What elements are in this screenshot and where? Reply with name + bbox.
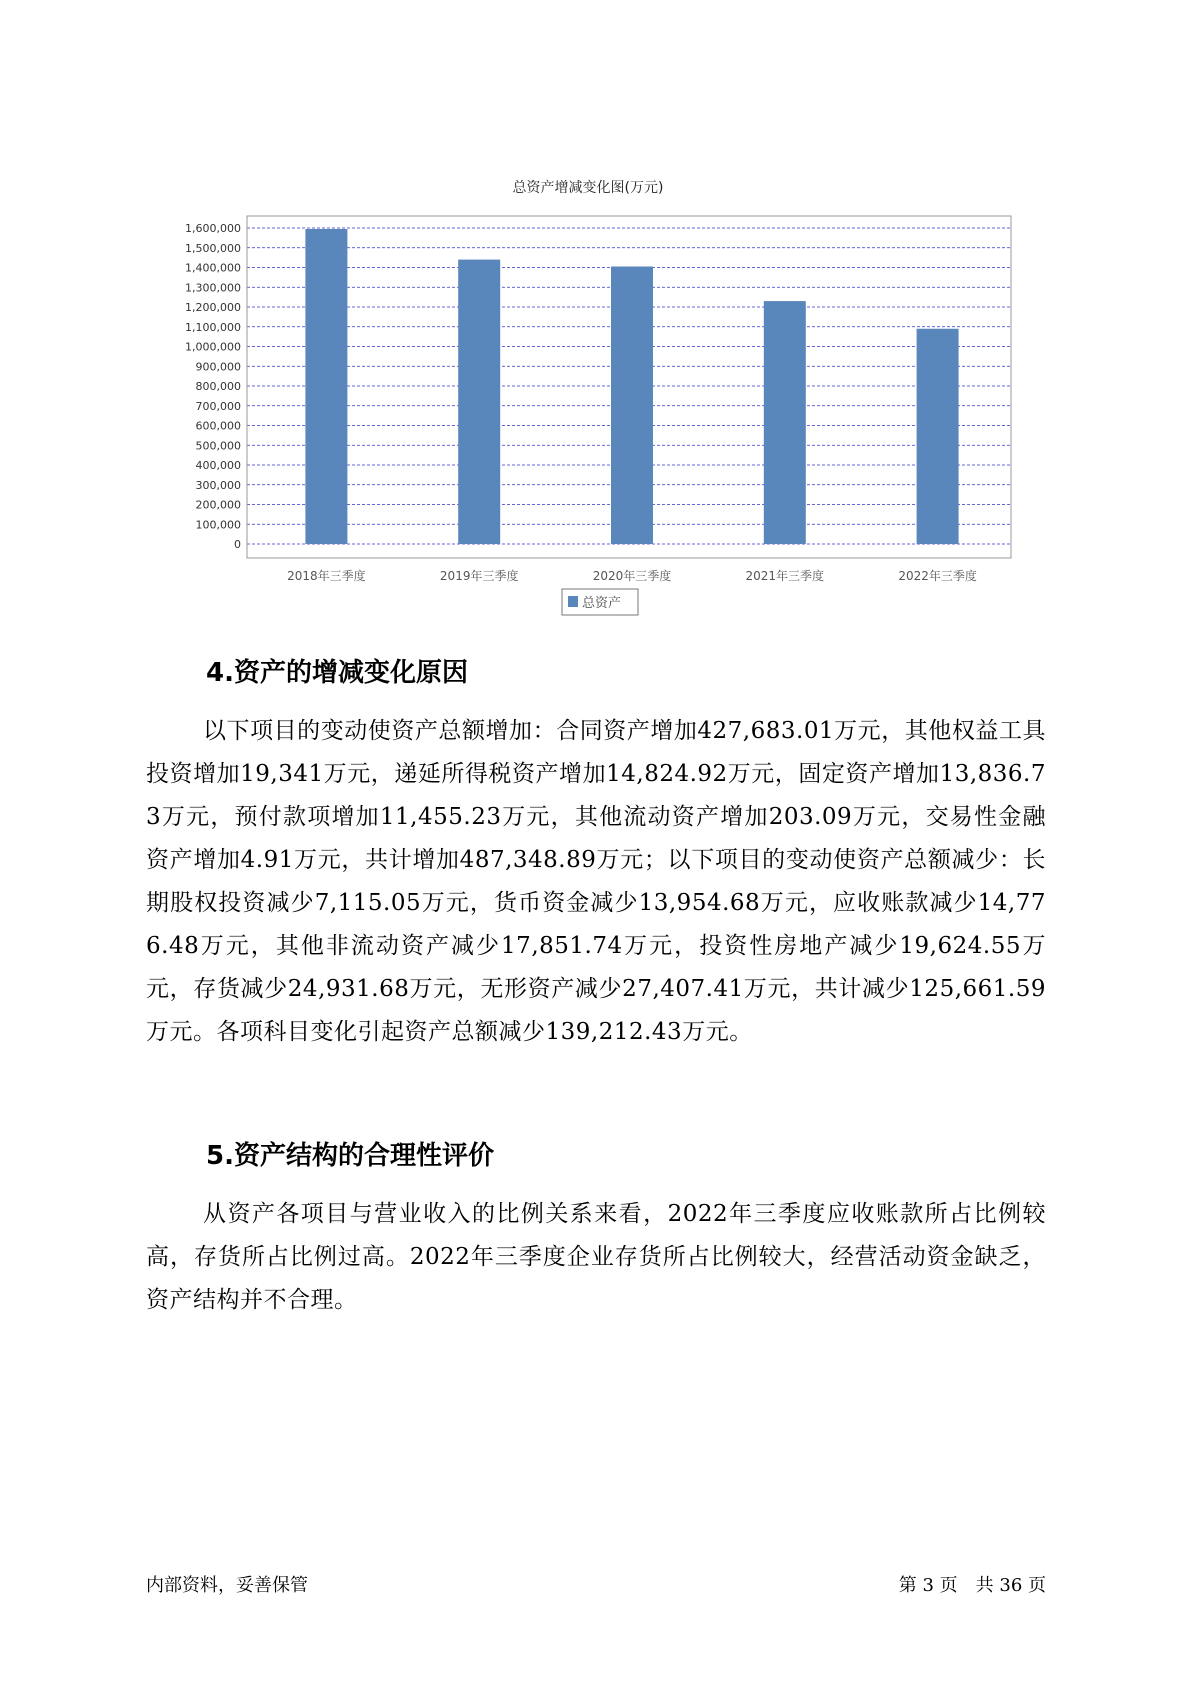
total-assets-bar-chart	[0, 0, 1191, 640]
y-tick-label: 1,200,000	[185, 301, 241, 314]
y-tick-label: 1,000,000	[185, 340, 241, 354]
y-tick-label: 0	[234, 538, 241, 551]
bar-5	[917, 329, 959, 544]
y-tick-label: 100,000	[195, 518, 241, 532]
y-tick-label: 1,600,000	[185, 222, 241, 235]
bar-2	[458, 260, 500, 544]
y-axis-tick-labels	[185, 222, 241, 551]
y-tick-label: 500,000	[195, 439, 241, 453]
x-category-label: 2022年三季度	[898, 569, 977, 583]
y-tick-label: 400,000	[195, 459, 241, 472]
bar-3	[611, 267, 653, 544]
section-5-paragraph: 从资产各项目与营业收入的比例关系来看，2022年三季度应收账款所占比例较高，存货所占比例过高。2022年三季度企业存货所占比例较大，经营活动资金缺乏，资产结构并不合理。	[146, 1201, 1046, 1313]
footer-confidential-note: 内部资料，妥善保管	[146, 1575, 308, 1596]
x-category-label: 2021年三季度	[745, 569, 825, 583]
x-category-label: 2019年三季度	[439, 569, 519, 583]
y-tick-label: 1,300,000	[185, 281, 241, 295]
chart-legend	[562, 589, 638, 615]
section-4-heading: 4.资产的增减变化原因	[206, 658, 468, 688]
y-tick-label: 1,400,000	[185, 261, 241, 275]
y-tick-label: 200,000	[195, 498, 241, 512]
y-tick-label: 1,100,000	[185, 320, 241, 334]
section-4-paragraph: 以下项目的变动使资产总额增加：合同资产增加427,683.01万元，其他权益工具投资增加19,341万元，递延所得税资产增加14,824.92万元，固定资产增加13,836.73万元，预付款项增加11,455.23万元，其他流动资产增加203.09万元，交易性金融资产增加4.91万元，共计增加487,348.89万元；以下项目的变动使资产总额减少：长期股权投资减少7,115.05万元，货币资金减少13,954.68万元，应收账款减少14,776.48万元，其他非流动资产减少17,851.74万元，投资性房地产减少19,624.55万元，存货减少24,931.68万元，无形资产减少27,407.41万元，共计减少125,661.59万元。各项科目变化引起资产总额减少139,212.43万元。	[146, 718, 1046, 1045]
y-tick-label: 1,500,000	[185, 241, 241, 255]
y-tick-label: 900,000	[195, 360, 241, 374]
y-tick-label: 600,000	[195, 419, 241, 433]
chart-bars	[305, 229, 958, 544]
x-category-label: 2018年三季度	[287, 569, 366, 583]
x-axis-category-labels	[287, 568, 977, 583]
y-tick-label: 700,000	[195, 399, 241, 413]
y-tick-label: 800,000	[195, 380, 241, 393]
legend-swatch	[568, 596, 578, 607]
y-tick-label: 300,000	[195, 478, 241, 492]
chart-title: 总资产增减变化图(万元)	[512, 180, 664, 196]
x-category-label: 2020年三季度	[592, 569, 672, 583]
legend-entry-total-assets: 总资产	[582, 596, 622, 611]
section-5-heading: 5.资产结构的合理性评价	[206, 1141, 494, 1171]
bar-4	[764, 301, 806, 544]
bar-1	[305, 229, 347, 544]
footer-page-number: 第 3 页 共 36 页	[898, 1575, 1046, 1596]
